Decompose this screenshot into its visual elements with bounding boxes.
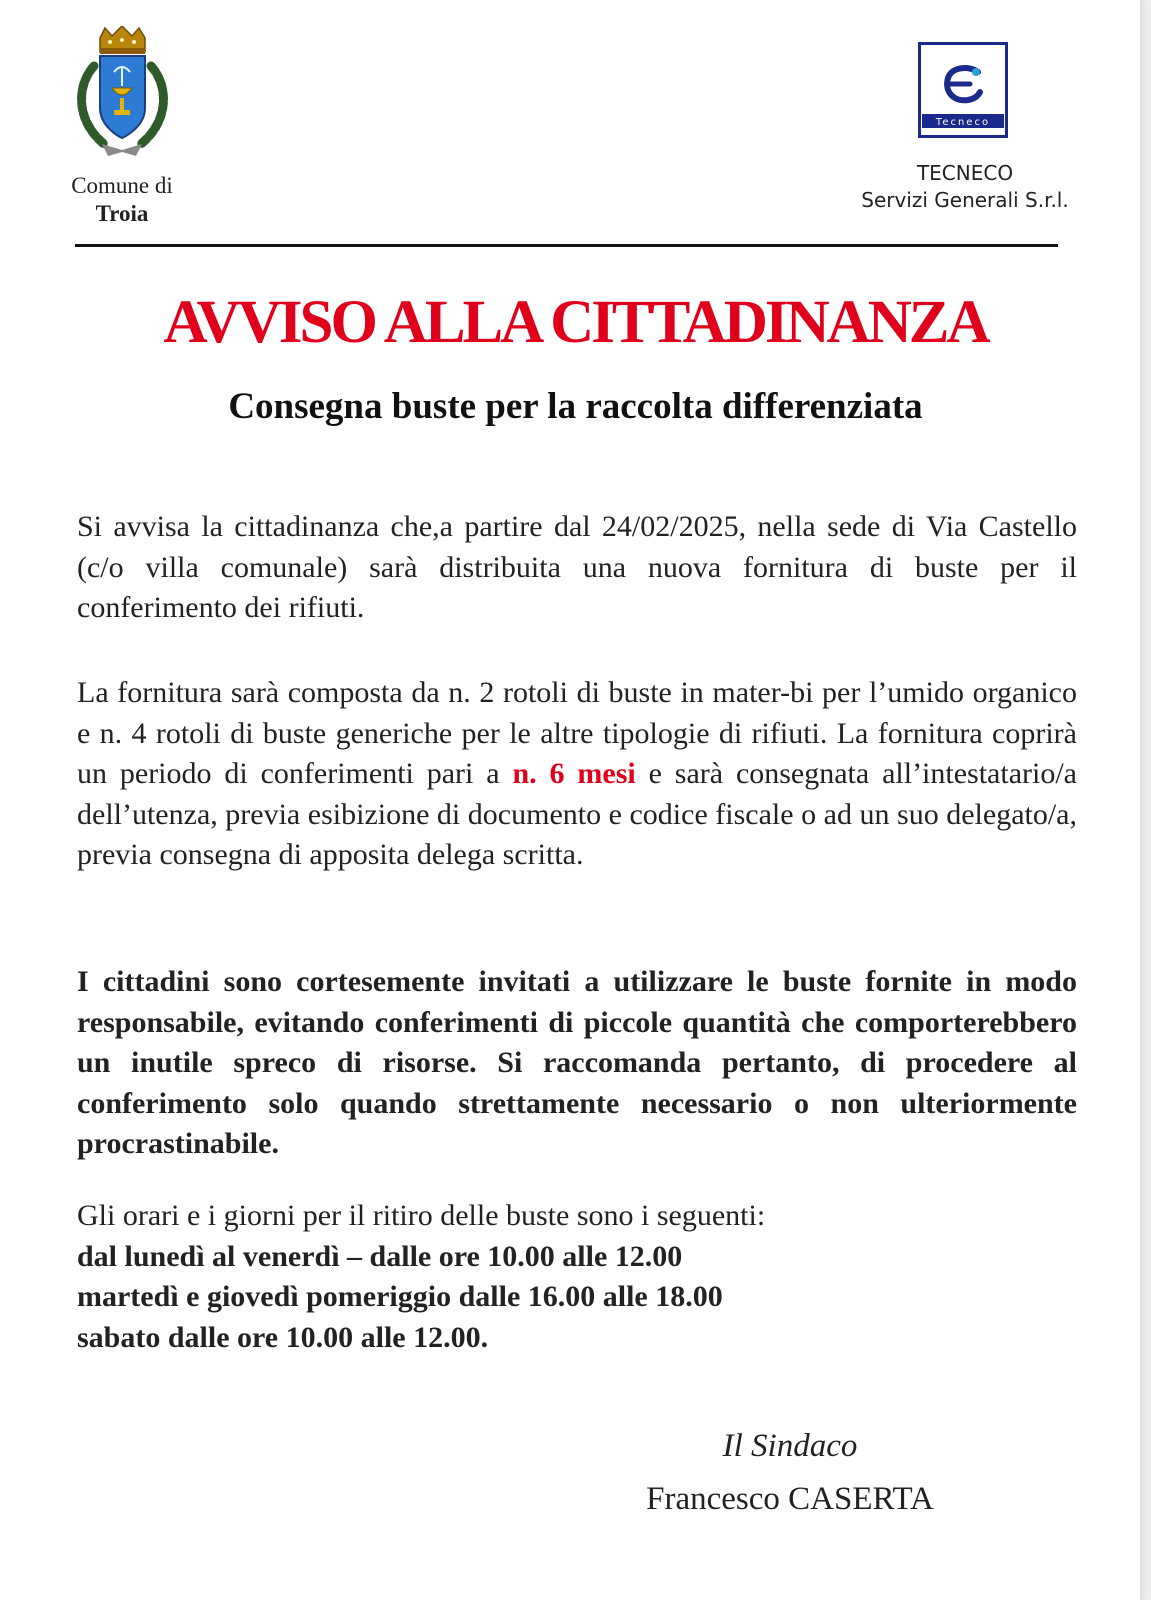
municipality-name: Troia — [95, 201, 149, 226]
paragraph-supply-details — [77, 673, 1077, 876]
notice-title: AVVISO ALLA CITTADINANZA — [163, 289, 988, 356]
paragraph-supply-text-2: e sarà consegnata all’intestatario/a dell’utenza, previa esibizione di documento e codice fiscale o ad un suo delegato/a, previa consegna di apposita delega scritta. — [77, 757, 1077, 872]
tecneco-logo-icon — [918, 42, 1008, 138]
paragraph-responsible-use: I cittadini sono cortesemente invitati a utilizzare le buste fornite in modo responsabile, evitando conferimenti di piccole quantità che comporterebbero un inutile spreco di risorse. Si raccomanda pertanto, di procedere al conferimento solo quando strettamente necessario o non ulteriormente procrastinabile. — [77, 965, 1077, 1161]
pickup-hours-line: sabato dalle ore 10.00 alle 12.00. — [77, 1320, 489, 1354]
company-name: TECNECO — [916, 161, 1014, 185]
municipality-label — [52, 172, 192, 228]
pickup-hours-line: martedì e giovedì pomeriggio dalle 16.00 alle 18.00 — [77, 1280, 723, 1314]
notice-subtitle: Consegna buste per la raccolta differenziata — [228, 386, 923, 427]
municipality-prefix: Comune di — [71, 173, 173, 198]
paragraph-supply-text-1: La fornitura sarà composta da n. 2 rotoli di buste in mater-bi per l’umido organico e n. 4 rotoli di buste generiche per le altre tipologie di rifiuti. La fornitura coprirà un periodo di conferimenti pari a — [77, 676, 1077, 791]
header-divider — [75, 244, 1058, 247]
company-subtitle: Servizi Generali S.r.l. — [861, 188, 1069, 212]
troia-coat-of-arms-icon — [70, 26, 175, 161]
pickup-hours-line: dal lunedì al venerdì – dalle ore 10.00 alle 12.00 — [77, 1239, 683, 1273]
pickup-hours — [77, 1196, 1077, 1358]
pickup-hours-intro: Gli orari e i giorni per il ritiro delle buste sono i seguenti: — [77, 1199, 766, 1232]
supply-duration-highlight: n. 6 mesi — [512, 757, 636, 791]
company-label — [830, 160, 1100, 214]
paragraph-distribution: Si avvisa la cittadinanza che,a partire dal 24/02/2025, nella sede di Via Castello (c/o villa comunale) sarà distribuita una nuova fornitura di buste per il conferimento dei rifiuti. — [77, 510, 1077, 625]
tecneco-logo-text: Tecneco — [935, 117, 991, 128]
signature-role: Il Sindaco — [722, 1428, 858, 1464]
signature-name: Francesco CASERTA — [646, 1481, 934, 1517]
